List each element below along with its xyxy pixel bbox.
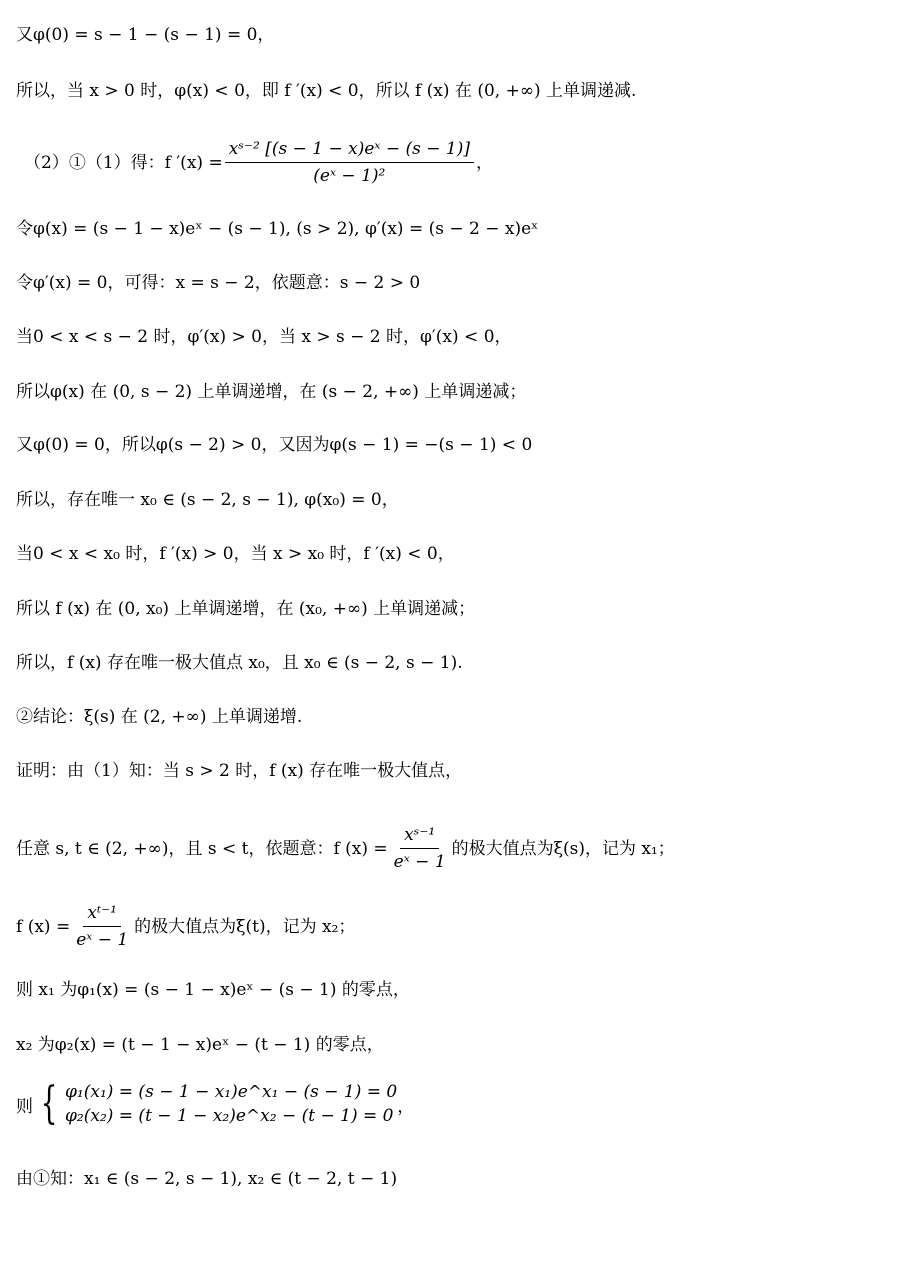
text-line-1: 又φ(0) = s − 1 − (s − 1) = 0，	[16, 25, 275, 45]
text-line-9: 所以，存在唯一 x₀ ∈ (s − 2, s − 1), φ(x₀) = 0，	[16, 490, 399, 510]
text-line-6: 当0 < x < s − 2 时，φ′(x) > 0，当 x > s − 2 时，φ′(x) < 0，	[16, 327, 512, 347]
fraction-t-numerator: xᵗ⁻¹	[83, 902, 121, 927]
text-line-15	[16, 824, 675, 873]
fraction-s-denominator: eˣ − 1	[393, 852, 446, 872]
text-line-17: 则 x₁ 为φ₁(x) = (s − 1 − x)eˣ − (s − 1) 的零点，	[16, 980, 410, 1000]
system-rows	[65, 1080, 397, 1128]
fraction-s	[390, 824, 450, 873]
equation-system	[16, 1080, 414, 1128]
text-line-12: 所以，f (x) 存在唯一极大值点 x₀，且 x₀ ∈ (s − 2, s − 1).	[16, 653, 463, 673]
derivative-fraction	[225, 138, 474, 187]
f-x-label: f (x) =	[16, 916, 71, 937]
system-suffix: ，	[397, 1096, 415, 1117]
text-line-4: 令φ(x) = (s − 1 − x)eˣ − (s − 1), (s > 2), φ′(x) = (s − 2 − x)eˣ	[16, 219, 539, 239]
arbitrary-st-label: 任意 s, t ∈ (2, +∞)，且 s < t，依题意：f (x) =	[16, 838, 388, 859]
text-line-8: 又φ(0) = 0，所以φ(s − 2) > 0，又因为φ(s − 1) = −(s − 1) < 0	[16, 435, 533, 455]
derivative-numerator: xˢ⁻² [(s − 1 − x)eˣ − (s − 1)]	[225, 138, 474, 163]
fraction-s-numerator: xˢ⁻¹	[400, 824, 439, 849]
derivative-tail: ，	[475, 152, 493, 173]
text-line-2: 所以，当 x > 0 时，φ(x) < 0，即 f ′(x) < 0，所以 f (x) 在 (0, +∞) 上单调递减.	[16, 81, 637, 101]
text-line-18: x₂ 为φ₂(x) = (t − 1 − x)eˣ − (t − 1) 的零点，	[16, 1035, 384, 1055]
system-row-2: φ₂(x₂) = (t − 1 − x₂)e^x₂ − (t − 1) = 0	[65, 1106, 394, 1126]
text-line-3	[24, 138, 493, 187]
text-line-16	[16, 902, 355, 951]
derivative-label: （2）①（1）得：f ′(x) =	[24, 152, 223, 173]
text-line-19: 由①知：x₁ ∈ (s − 2, s − 1), x₂ ∈ (t − 2, t − 1)	[16, 1169, 398, 1189]
system-row-1: φ₁(x₁) = (s − 1 − x₁)e^x₁ − (s − 1) = 0	[65, 1082, 398, 1102]
text-line-7: 所以φ(x) 在 (0, s − 2) 上单调递增，在 (s − 2, +∞) 上单调递减；	[16, 382, 527, 402]
left-brace: {	[40, 1078, 58, 1129]
text-line-14: 证明：由（1）知：当 s > 2 时，f (x) 存在唯一极大值点，	[16, 761, 463, 781]
text-line-10: 当0 < x < x₀ 时，f ′(x) > 0，当 x > x₀ 时，f ′(x) < 0，	[16, 544, 455, 564]
text-line-11: 所以 f (x) 在 (0, x₀) 上单调递增，在 (x₀, +∞) 上单调递减；	[16, 599, 476, 619]
derivative-denominator: (eˣ − 1)²	[313, 166, 386, 186]
text-line-13: ②结论：ξ(s) 在 (2, +∞) 上单调递增.	[16, 707, 303, 727]
fraction-t	[72, 902, 132, 951]
max-point-t-label: 的极大值点为ξ(t)，记为 x₂；	[134, 916, 356, 937]
text-line-5: 令φ′(x) = 0，可得：x = s − 2，依题意：s − 2 > 0	[16, 273, 421, 293]
system-prefix: 则	[16, 1096, 33, 1117]
fraction-t-denominator: eˣ − 1	[76, 930, 129, 950]
max-point-s-label: 的极大值点为ξ(s)，记为 x₁；	[451, 838, 675, 859]
